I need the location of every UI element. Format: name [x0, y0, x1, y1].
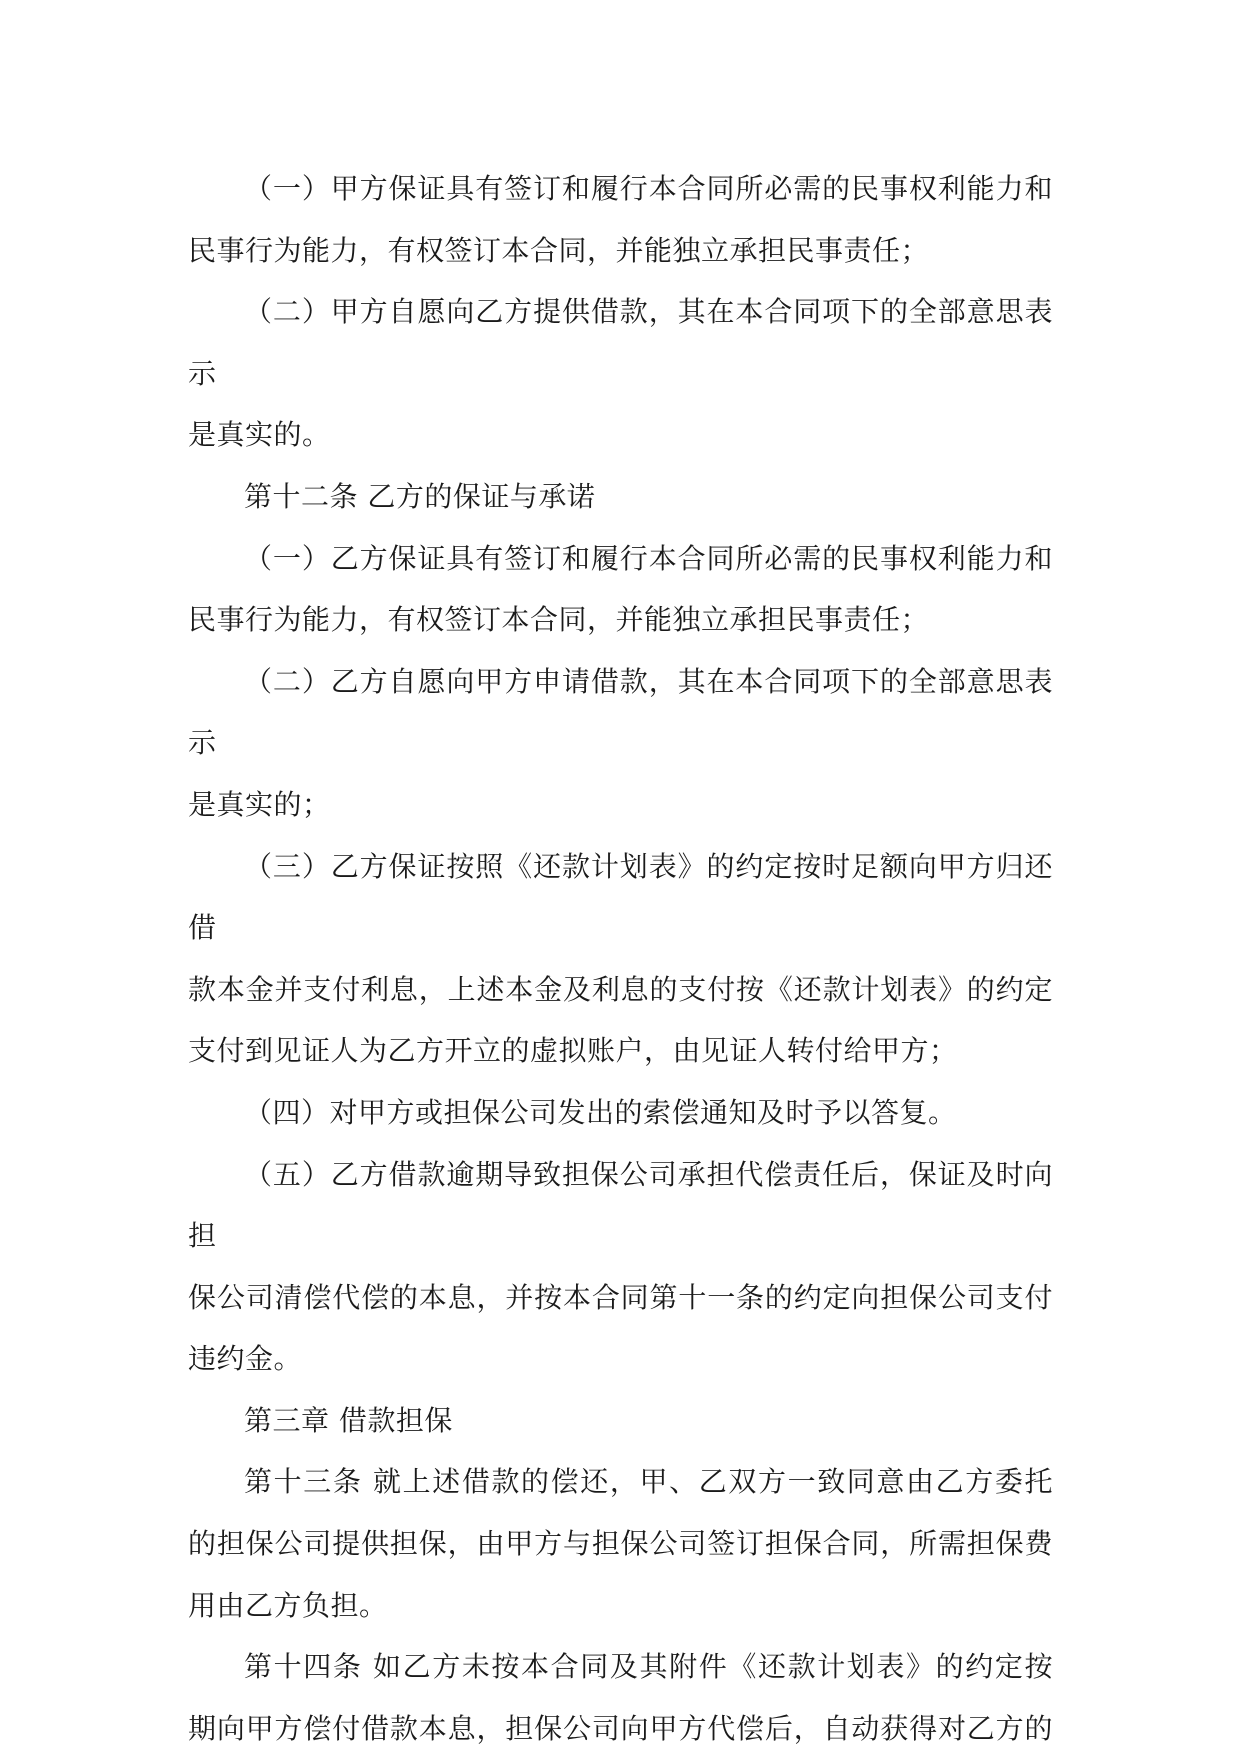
text-line: 第十四条 如乙方未按本合同及其附件《还款计划表》的约定按	[244, 1650, 1053, 1684]
paragraph-claim-reply	[188, 1082, 1053, 1144]
text-line: （三）乙方保证按照《还款计划表》的约定按时足额向甲方归还借	[188, 849, 1053, 945]
document-body	[188, 158, 1053, 1759]
text-line: （一）乙方保证具有签订和履行本合同所必需的民事权利能力和	[244, 541, 1053, 575]
paragraph-party-a-capacity	[188, 158, 1053, 281]
chapter-3-heading	[188, 1390, 1053, 1452]
text-line: 的担保公司提供担保，由甲方与担保公司签订担保合同，所需担保费	[188, 1527, 1053, 1561]
paragraph-party-b-capacity	[188, 528, 1053, 651]
text-line: 第十三条 就上述借款的偿还，甲、乙双方一致同意由乙方委托	[244, 1465, 1053, 1499]
article-13	[188, 1451, 1053, 1636]
text-line: 用由乙方负担。	[188, 1588, 388, 1622]
text-line: 款本金并支付利息，上述本金及利息的支付按《还款计划表》的约定	[188, 972, 1053, 1006]
text-line: 是真实的。	[188, 418, 331, 452]
text-line: 支付到见证人为乙方开立的虚拟账户，由见证人转付给甲方；	[188, 1034, 958, 1068]
text-line: 第三章 借款担保	[244, 1403, 453, 1437]
text-line: （二）乙方自愿向甲方申请借款，其在本合同项下的全部意思表示	[188, 664, 1053, 760]
article-14	[188, 1636, 1053, 1759]
text-line: 民事行为能力，有权签订本合同，并能独立承担民事责任；	[188, 233, 930, 267]
text-line: 民事行为能力，有权签订本合同，并能独立承担民事责任；	[188, 603, 930, 637]
text-line: 保公司清偿代偿的本息，并按本合同第十一条的约定向担保公司支付	[188, 1280, 1053, 1314]
text-line: 违约金。	[188, 1342, 303, 1376]
text-line: （二）甲方自愿向乙方提供借款，其在本合同项下的全部意思表示	[188, 295, 1053, 390]
text-line: 期向甲方偿付借款本息，担保公司向甲方代偿后，自动获得对乙方的	[188, 1711, 1053, 1745]
text-line: 第十二条 乙方的保证与承诺	[244, 479, 596, 513]
paragraph-party-a-willingness	[188, 281, 1053, 466]
article-12-heading	[188, 466, 1053, 528]
text-line: （四）对甲方或担保公司发出的索偿通知及时予以答复。	[244, 1095, 957, 1129]
text-line: （一）甲方保证具有签订和履行本合同所必需的民事权利能力和	[244, 172, 1053, 205]
paragraph-party-b-willingness	[188, 651, 1053, 836]
text-line: （五）乙方借款逾期导致担保公司承担代偿责任后，保证及时向担	[188, 1157, 1053, 1253]
paragraph-guarantor-compensation	[188, 1144, 1053, 1390]
paragraph-party-b-repayment	[188, 836, 1053, 1082]
text-line: 是真实的；	[188, 787, 331, 821]
